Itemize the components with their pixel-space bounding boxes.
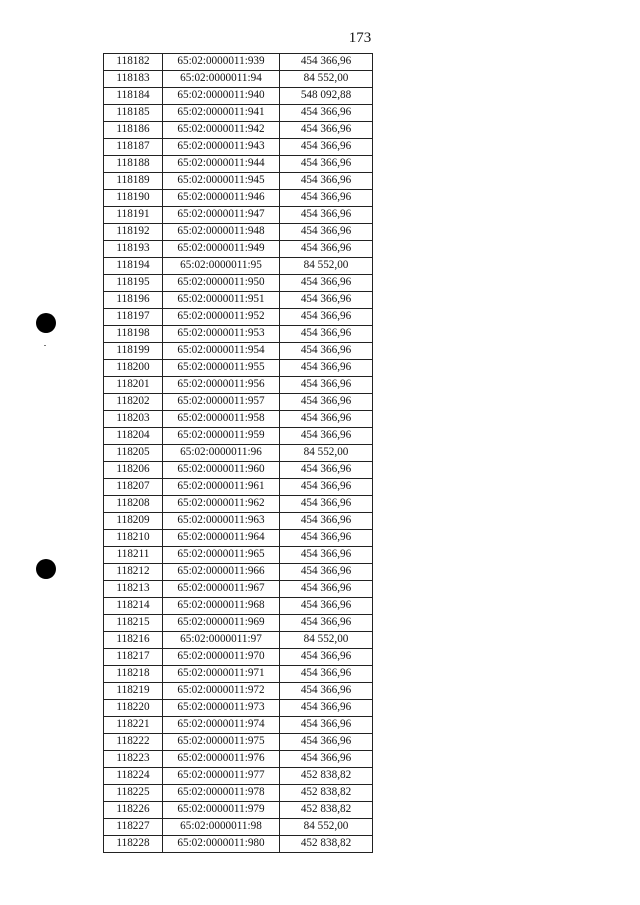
table-row [104, 139, 373, 156]
row-number-cell: 118185 [104, 105, 163, 122]
cadastral-value-cell: 454 366,96 [280, 411, 373, 428]
cadastral-number-cell: 65:02:0000011:970 [163, 649, 280, 666]
cadastral-number-cell: 65:02:0000011:973 [163, 700, 280, 717]
cadastral-value-cell: 84 552,00 [280, 632, 373, 649]
cadastral-number-cell: 65:02:0000011:962 [163, 496, 280, 513]
row-number-cell: 118193 [104, 241, 163, 258]
cadastral-number-cell: 65:02:0000011:942 [163, 122, 280, 139]
table-row [104, 649, 373, 666]
cadastral-value-cell: 454 366,96 [280, 343, 373, 360]
table-row [104, 428, 373, 445]
cadastral-value-cell: 454 366,96 [280, 309, 373, 326]
cadastral-number-cell: 65:02:0000011:960 [163, 462, 280, 479]
table-row [104, 71, 373, 88]
cadastral-value-cell: 454 366,96 [280, 734, 373, 751]
cadastral-number-cell: 65:02:0000011:94 [163, 71, 280, 88]
row-number-cell: 118227 [104, 819, 163, 836]
cadastral-number-cell: 65:02:0000011:955 [163, 360, 280, 377]
cadastral-value-cell: 454 366,96 [280, 564, 373, 581]
cadastral-number-cell: 65:02:0000011:978 [163, 785, 280, 802]
cadastral-value-cell: 454 366,96 [280, 479, 373, 496]
row-number-cell: 118217 [104, 649, 163, 666]
page-number: 173 [348, 30, 372, 46]
row-number-cell: 118206 [104, 462, 163, 479]
cadastral-value-cell: 84 552,00 [280, 258, 373, 275]
cadastral-value-cell: 454 366,96 [280, 428, 373, 445]
cadastral-value-cell: 548 092,88 [280, 88, 373, 105]
cadastral-value-cell: 84 552,00 [280, 819, 373, 836]
cadastral-number-cell: 65:02:0000011:95 [163, 258, 280, 275]
cadastral-value-cell: 454 366,96 [280, 292, 373, 309]
cadastral-value-cell: 454 366,96 [280, 513, 373, 530]
cadastral-number-cell: 65:02:0000011:952 [163, 309, 280, 326]
cadastral-value-cell: 454 366,96 [280, 615, 373, 632]
cadastral-number-cell: 65:02:0000011:979 [163, 802, 280, 819]
row-number-cell: 118198 [104, 326, 163, 343]
row-number-cell: 118228 [104, 836, 163, 853]
cadastral-number-cell: 65:02:0000011:963 [163, 513, 280, 530]
table-row [104, 802, 373, 819]
row-number-cell: 118218 [104, 666, 163, 683]
cadastral-number-cell: 65:02:0000011:949 [163, 241, 280, 258]
row-number-cell: 118186 [104, 122, 163, 139]
cadastral-number-cell: 65:02:0000011:97 [163, 632, 280, 649]
cadastral-number-cell: 65:02:0000011:951 [163, 292, 280, 309]
cadastral-number-cell: 65:02:0000011:967 [163, 581, 280, 598]
row-number-cell: 118197 [104, 309, 163, 326]
cadastral-number-cell: 65:02:0000011:980 [163, 836, 280, 853]
cadastral-value-cell: 454 366,96 [280, 462, 373, 479]
punch-hole [36, 559, 56, 579]
table-row [104, 734, 373, 751]
punch-hole [36, 313, 56, 333]
cadastral-number-cell: 65:02:0000011:940 [163, 88, 280, 105]
cadastral-number-cell: 65:02:0000011:966 [163, 564, 280, 581]
cadastral-value-cell: 454 366,96 [280, 700, 373, 717]
cadastral-number-cell: 65:02:0000011:964 [163, 530, 280, 547]
row-number-cell: 118194 [104, 258, 163, 275]
cadastral-value-table [103, 53, 373, 853]
table-row [104, 88, 373, 105]
row-number-cell: 118220 [104, 700, 163, 717]
cadastral-number-cell: 65:02:0000011:945 [163, 173, 280, 190]
table-row [104, 683, 373, 700]
cadastral-value-cell: 454 366,96 [280, 666, 373, 683]
table-row [104, 513, 373, 530]
table-row [104, 224, 373, 241]
table-row [104, 717, 373, 734]
table-row [104, 462, 373, 479]
cadastral-number-cell: 65:02:0000011:974 [163, 717, 280, 734]
row-number-cell: 118188 [104, 156, 163, 173]
table-row [104, 411, 373, 428]
row-number-cell: 118214 [104, 598, 163, 615]
cadastral-number-cell: 65:02:0000011:976 [163, 751, 280, 768]
table-row [104, 598, 373, 615]
row-number-cell: 118209 [104, 513, 163, 530]
table-body [104, 54, 373, 853]
cadastral-value-cell: 454 366,96 [280, 275, 373, 292]
cadastral-number-cell: 65:02:0000011:939 [163, 54, 280, 71]
table-row [104, 309, 373, 326]
cadastral-number-cell: 65:02:0000011:975 [163, 734, 280, 751]
row-number-cell: 118221 [104, 717, 163, 734]
cadastral-value-cell: 454 366,96 [280, 649, 373, 666]
cadastral-value-cell: 454 366,96 [280, 156, 373, 173]
row-number-cell: 118222 [104, 734, 163, 751]
row-number-cell: 118189 [104, 173, 163, 190]
table-row [104, 105, 373, 122]
table-row [104, 768, 373, 785]
cadastral-value-cell: 452 838,82 [280, 836, 373, 853]
cadastral-number-cell: 65:02:0000011:968 [163, 598, 280, 615]
row-number-cell: 118210 [104, 530, 163, 547]
cadastral-number-cell: 65:02:0000011:953 [163, 326, 280, 343]
cadastral-number-cell: 65:02:0000011:950 [163, 275, 280, 292]
table-row [104, 326, 373, 343]
cadastral-value-cell: 454 366,96 [280, 717, 373, 734]
cadastral-value-cell: 454 366,96 [280, 598, 373, 615]
row-number-cell: 118187 [104, 139, 163, 156]
row-number-cell: 118183 [104, 71, 163, 88]
table-row [104, 360, 373, 377]
cadastral-number-cell: 65:02:0000011:944 [163, 156, 280, 173]
row-number-cell: 118208 [104, 496, 163, 513]
cadastral-value-cell: 452 838,82 [280, 768, 373, 785]
table-row [104, 343, 373, 360]
cadastral-number-cell: 65:02:0000011:977 [163, 768, 280, 785]
cadastral-value-cell: 454 366,96 [280, 496, 373, 513]
cadastral-value-cell: 454 366,96 [280, 122, 373, 139]
cadastral-value-cell: 454 366,96 [280, 394, 373, 411]
cadastral-number-cell: 65:02:0000011:941 [163, 105, 280, 122]
table-row [104, 496, 373, 513]
table-row [104, 258, 373, 275]
table-row [104, 615, 373, 632]
cadastral-value-cell: 454 366,96 [280, 683, 373, 700]
table-row [104, 394, 373, 411]
cadastral-value-cell: 454 366,96 [280, 173, 373, 190]
cadastral-value-cell: 452 838,82 [280, 802, 373, 819]
cadastral-value-cell: 454 366,96 [280, 207, 373, 224]
table-row [104, 173, 373, 190]
row-number-cell: 118215 [104, 615, 163, 632]
table-row [104, 785, 373, 802]
row-number-cell: 118212 [104, 564, 163, 581]
cadastral-value-cell: 454 366,96 [280, 326, 373, 343]
row-number-cell: 118192 [104, 224, 163, 241]
cadastral-value-cell: 84 552,00 [280, 71, 373, 88]
table-row [104, 292, 373, 309]
table-row [104, 751, 373, 768]
cadastral-value-cell: 454 366,96 [280, 581, 373, 598]
row-number-cell: 118196 [104, 292, 163, 309]
cadastral-value-cell: 454 366,96 [280, 139, 373, 156]
row-number-cell: 118205 [104, 445, 163, 462]
cadastral-number-cell: 65:02:0000011:965 [163, 547, 280, 564]
row-number-cell: 118190 [104, 190, 163, 207]
row-number-cell: 118200 [104, 360, 163, 377]
table-row [104, 54, 373, 71]
row-number-cell: 118204 [104, 428, 163, 445]
cadastral-number-cell: 65:02:0000011:98 [163, 819, 280, 836]
cadastral-number-cell: 65:02:0000011:958 [163, 411, 280, 428]
row-number-cell: 118226 [104, 802, 163, 819]
row-number-cell: 118213 [104, 581, 163, 598]
cadastral-value-cell: 454 366,96 [280, 547, 373, 564]
table-row [104, 275, 373, 292]
table-row [104, 819, 373, 836]
table-row [104, 190, 373, 207]
cadastral-number-cell: 65:02:0000011:948 [163, 224, 280, 241]
table-row [104, 700, 373, 717]
table-row [104, 445, 373, 462]
cadastral-number-cell: 65:02:0000011:971 [163, 666, 280, 683]
cadastral-number-cell: 65:02:0000011:943 [163, 139, 280, 156]
row-number-cell: 118201 [104, 377, 163, 394]
cadastral-value-cell: 454 366,96 [280, 530, 373, 547]
table-row [104, 564, 373, 581]
row-number-cell: 118207 [104, 479, 163, 496]
table-row [104, 156, 373, 173]
cadastral-number-cell: 65:02:0000011:969 [163, 615, 280, 632]
table-row [104, 632, 373, 649]
cadastral-value-cell: 454 366,96 [280, 54, 373, 71]
row-number-cell: 118216 [104, 632, 163, 649]
table-row [104, 581, 373, 598]
cadastral-value-cell: 454 366,96 [280, 241, 373, 258]
row-number-cell: 118184 [104, 88, 163, 105]
row-number-cell: 118224 [104, 768, 163, 785]
cadastral-value-cell: 454 366,96 [280, 224, 373, 241]
cadastral-value-cell: 454 366,96 [280, 377, 373, 394]
cadastral-value-cell: 454 366,96 [280, 360, 373, 377]
table-row [104, 547, 373, 564]
row-number-cell: 118202 [104, 394, 163, 411]
row-number-cell: 118195 [104, 275, 163, 292]
cadastral-number-cell: 65:02:0000011:954 [163, 343, 280, 360]
row-number-cell: 118199 [104, 343, 163, 360]
cadastral-number-cell: 65:02:0000011:947 [163, 207, 280, 224]
table-row [104, 122, 373, 139]
row-number-cell: 118203 [104, 411, 163, 428]
row-number-cell: 118182 [104, 54, 163, 71]
row-number-cell: 118225 [104, 785, 163, 802]
table-row [104, 836, 373, 853]
cadastral-number-cell: 65:02:0000011:96 [163, 445, 280, 462]
table-row [104, 666, 373, 683]
table-row [104, 241, 373, 258]
row-number-cell: 118211 [104, 547, 163, 564]
cadastral-value-cell: 454 366,96 [280, 751, 373, 768]
cadastral-value-cell: 452 838,82 [280, 785, 373, 802]
cadastral-number-cell: 65:02:0000011:972 [163, 683, 280, 700]
cadastral-number-cell: 65:02:0000011:959 [163, 428, 280, 445]
table-row [104, 479, 373, 496]
cadastral-number-cell: 65:02:0000011:961 [163, 479, 280, 496]
table-row [104, 207, 373, 224]
cadastral-number-cell: 65:02:0000011:956 [163, 377, 280, 394]
cadastral-value-cell: 84 552,00 [280, 445, 373, 462]
table-row [104, 530, 373, 547]
row-number-cell: 118191 [104, 207, 163, 224]
row-number-cell: 118223 [104, 751, 163, 768]
cadastral-number-cell: 65:02:0000011:957 [163, 394, 280, 411]
table-row [104, 377, 373, 394]
scan-speck [44, 345, 46, 346]
row-number-cell: 118219 [104, 683, 163, 700]
cadastral-value-cell: 454 366,96 [280, 190, 373, 207]
cadastral-value-cell: 454 366,96 [280, 105, 373, 122]
cadastral-number-cell: 65:02:0000011:946 [163, 190, 280, 207]
